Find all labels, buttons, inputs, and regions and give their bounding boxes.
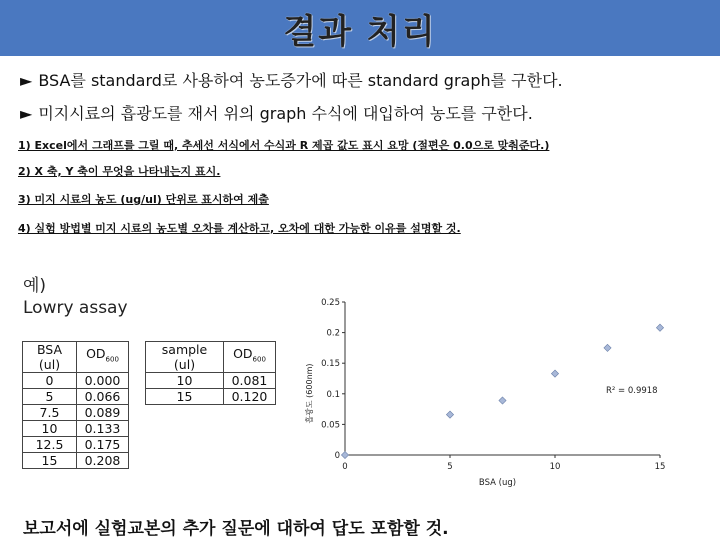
data-point [341, 451, 348, 458]
bullet-arrow-icon: ► [20, 104, 33, 123]
footer-note: 보고서에 실험교본의 추가 질문에 대하여 답도 포함할 것. [23, 519, 449, 539]
example-method: Lowry assay [23, 298, 128, 318]
column-header [77, 342, 129, 373]
instruction-3: 3) 미지 시료의 농도 (ug/ul) 단위로 표시하여 제출 [18, 193, 269, 206]
y-tick-label: 0.05 [321, 420, 340, 431]
y-tick-label: 0.2 [326, 328, 340, 339]
instruction-4: 4) 실험 방법별 미지 시료의 농도별 오차를 계산하고, 오차에 대한 가능한 이유를 설명할 것. [18, 222, 461, 235]
y-tick-label: 0.1 [326, 389, 340, 400]
table-cell: 0.133 [77, 421, 129, 437]
example-label [23, 275, 128, 319]
y-tick-label: 0 [334, 451, 340, 461]
table-cell: 12.5 [23, 437, 77, 453]
x-tick-label: 15 [654, 462, 666, 472]
table-row [23, 437, 129, 453]
title-bar [0, 0, 720, 56]
table-header-row [146, 342, 276, 373]
bullet-arrow-icon: ► [20, 71, 33, 90]
table-cell: 10 [23, 421, 77, 437]
table-cell: 0.120 [224, 389, 276, 405]
table-row [23, 421, 129, 437]
example-prefix: 예) [23, 276, 47, 296]
data-point [604, 344, 611, 351]
standard-curve-chart [298, 288, 708, 498]
x-tick-label: 10 [549, 462, 561, 472]
table-row [146, 389, 276, 405]
y-axis-label: 흡광도 (600nm) [305, 363, 314, 424]
bullet-item [20, 68, 563, 91]
column-header-subscript: 600 [105, 355, 119, 364]
column-header [224, 342, 276, 373]
y-tick-label: 0.25 [321, 298, 340, 308]
x-axis-label: BSA (ug) [478, 478, 517, 488]
table-cell: 5 [23, 389, 77, 405]
x-tick-label: 5 [447, 462, 453, 472]
table-row [146, 373, 276, 389]
table-cell: 0.081 [224, 373, 276, 389]
bullet-text: BSA를 standard로 사용하여 농도증가에 따른 standard graph를 구한다. [38, 71, 563, 90]
instruction-1: 1) Excel에서 그래프를 그릴 때, 추세선 서식에서 수식과 R 제곱 값도 표시 요망 (절편은 0.0으로 맞춰준다.) [18, 139, 550, 152]
instruction-2: 2) X 축, Y 축이 무엇을 나타내는지 표시. [18, 165, 221, 178]
table-cell: 0.089 [77, 405, 129, 421]
chart-svg [298, 288, 708, 498]
table-cell: 0.000 [77, 373, 129, 389]
table-cell: 10 [146, 373, 224, 389]
x-tick-label: 0 [342, 462, 348, 472]
table-header-row [23, 342, 129, 373]
table-cell: 0.175 [77, 437, 129, 453]
table-cell: 0 [23, 373, 77, 389]
table-cell: 0.066 [77, 389, 129, 405]
standard-table [22, 341, 129, 469]
table-cell: 15 [23, 453, 77, 469]
table-row [23, 405, 129, 421]
column-header-text: OD [86, 346, 106, 362]
data-point [499, 397, 506, 404]
sample-table [145, 341, 276, 405]
column-header: BSA (ul) [23, 342, 77, 373]
table-cell: 0.208 [77, 453, 129, 469]
table-cell: 7.5 [23, 405, 77, 421]
table-row [23, 453, 129, 469]
table-row [23, 373, 129, 389]
column-header-subscript: 600 [252, 355, 266, 364]
table-row [23, 389, 129, 405]
data-point [446, 411, 453, 418]
column-header-text: OD [233, 346, 253, 362]
data-point [551, 370, 558, 377]
bullet-item [20, 101, 533, 124]
column-header: sample (ul) [146, 342, 224, 373]
data-point [656, 324, 663, 331]
y-tick-label: 0.15 [321, 359, 340, 370]
bullet-text: 미지시료의 흡광도를 재서 위의 graph 수식에 대입하여 농도를 구한다. [38, 104, 533, 123]
table-cell: 15 [146, 389, 224, 405]
r-squared-annotation: R² = 0.9918 [606, 386, 658, 396]
page-title: 결과 처리 [283, 11, 437, 52]
